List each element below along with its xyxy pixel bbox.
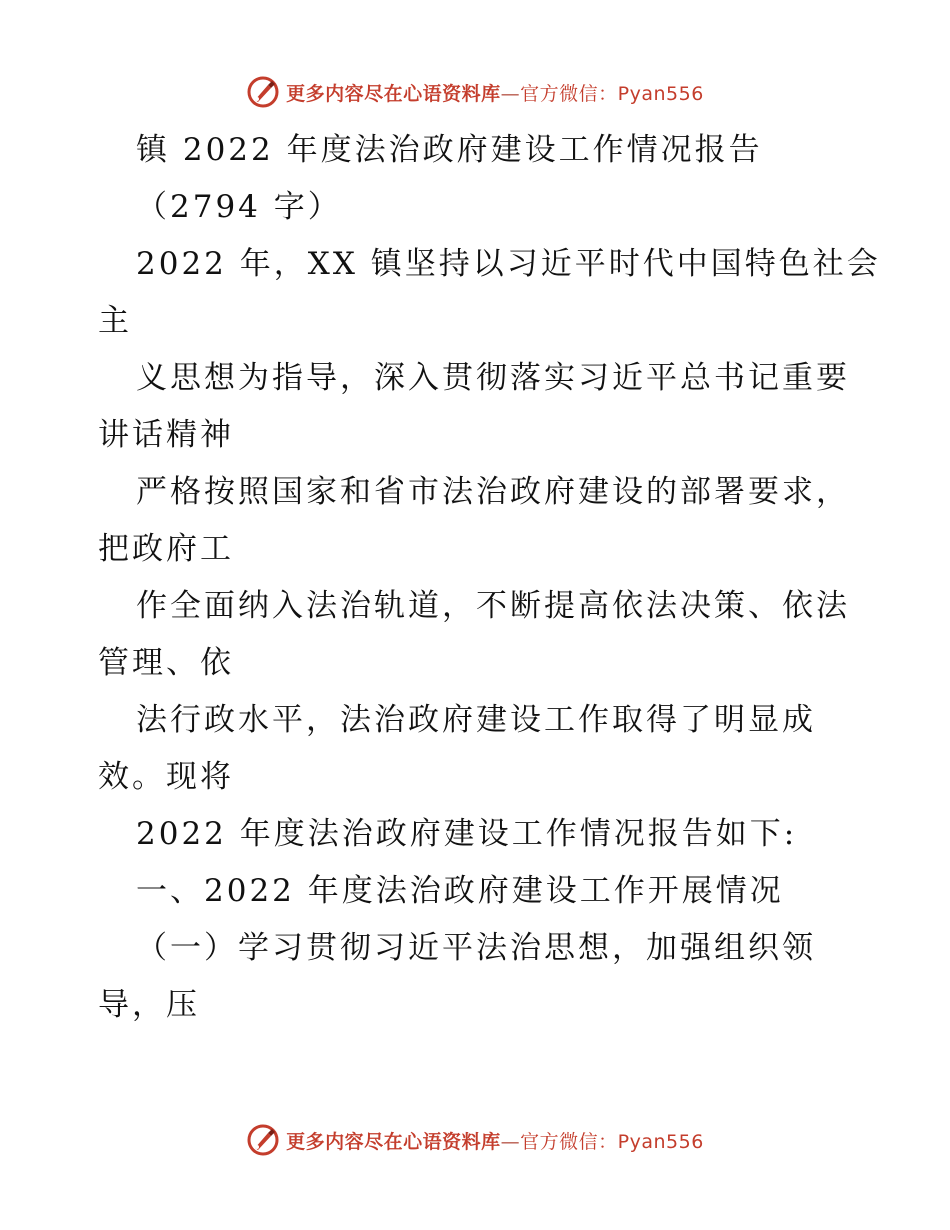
subsection-heading: （一）学习贯彻习近平法治思想，加强组织领 [136,930,816,966]
watermark-banner-bottom [0,1120,950,1160]
doc-line: 讲话精神 [98,417,234,453]
doc-line: 效。现将 [98,759,234,795]
doc-line: 管理、依 [98,645,234,681]
doc-word-count: （2794 字） [136,189,342,225]
doc-line: 导，压 [98,987,200,1023]
doc-title: 镇 2022 年度法治政府建设工作情况报告 [136,132,763,168]
doc-line: 法行政水平，法治政府建设工作取得了明显成 [136,702,816,738]
section-heading: 一、2022 年度法治政府建设工作开展情况 [136,873,784,909]
pen-logo-icon [246,75,280,109]
document-body [98,122,881,1034]
doc-line: 把政府工 [98,531,234,567]
doc-line: 作全面纳入法治轨道，不断提高依法决策、依法 [136,588,850,624]
watermark-banner-top [0,72,950,112]
pen-logo-icon [246,1123,280,1157]
watermark-text: 更多内容尽在心语资料库—官方微信：Pyan556 [286,82,704,105]
doc-line: 2022 年，XX 镇坚持以习近平时代中国特色社会 [136,246,881,282]
doc-line: 主 [98,303,132,339]
doc-line: 严格按照国家和省市法治政府建设的部署要求， [136,474,850,510]
doc-line: 2022 年度法治政府建设工作情况报告如下: [136,816,798,852]
watermark-text: 更多内容尽在心语资料库—官方微信：Pyan556 [286,1130,704,1153]
doc-line: 义思想为指导，深入贯彻落实习近平总书记重要 [136,360,850,396]
